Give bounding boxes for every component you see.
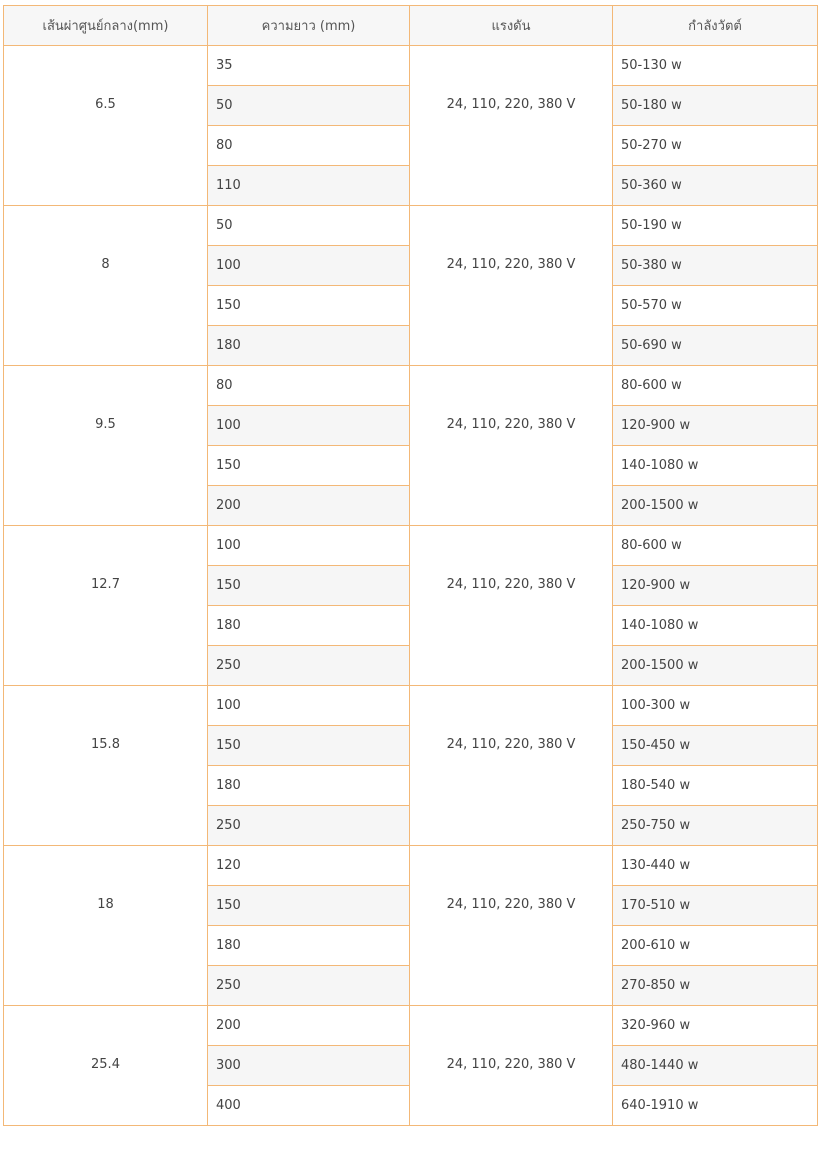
power-cell: 50-130 w — [613, 46, 818, 86]
power-cell: 180-540 w — [613, 766, 818, 806]
length-cell: 180 — [208, 326, 410, 366]
diameter-cell: 25.4 — [4, 1006, 208, 1126]
header-length: ความยาว (mm) — [208, 6, 410, 46]
length-cell: 80 — [208, 366, 410, 406]
length-cell: 100 — [208, 526, 410, 566]
length-cell: 80 — [208, 126, 410, 166]
length-cell: 150 — [208, 286, 410, 326]
power-cell: 270-850 w — [613, 966, 818, 1006]
power-cell: 170-510 w — [613, 886, 818, 926]
diameter-cell: 18 — [4, 846, 208, 1006]
length-cell: 50 — [208, 86, 410, 126]
power-cell: 150-450 w — [613, 726, 818, 766]
header-row — [4, 6, 818, 46]
power-cell: 50-180 w — [613, 86, 818, 126]
length-cell: 100 — [208, 406, 410, 446]
table-body — [4, 46, 818, 1126]
diameter-cell: 12.7 — [4, 526, 208, 686]
power-cell: 50-270 w — [613, 126, 818, 166]
power-cell: 120-900 w — [613, 406, 818, 446]
length-cell: 150 — [208, 566, 410, 606]
voltage-cell: 24, 110, 220, 380 V — [410, 526, 613, 686]
power-cell: 480-1440 w — [613, 1046, 818, 1086]
diameter-cell: 15.8 — [4, 686, 208, 846]
power-cell: 120-900 w — [613, 566, 818, 606]
table-row — [4, 846, 818, 886]
diameter-cell: 8 — [4, 206, 208, 366]
voltage-cell: 24, 110, 220, 380 V — [410, 366, 613, 526]
length-cell: 400 — [208, 1086, 410, 1126]
header-voltage: แรงดัน — [410, 6, 613, 46]
length-cell: 150 — [208, 726, 410, 766]
length-cell: 300 — [208, 1046, 410, 1086]
power-cell: 200-1500 w — [613, 646, 818, 686]
power-cell: 50-570 w — [613, 286, 818, 326]
header-power: กำลังวัตต์ — [613, 6, 818, 46]
length-cell: 250 — [208, 806, 410, 846]
length-cell: 250 — [208, 966, 410, 1006]
length-cell: 180 — [208, 766, 410, 806]
voltage-cell: 24, 110, 220, 380 V — [410, 206, 613, 366]
power-cell: 80-600 w — [613, 366, 818, 406]
table-row — [4, 1006, 818, 1046]
power-cell: 50-380 w — [613, 246, 818, 286]
length-cell: 200 — [208, 1006, 410, 1046]
table-row — [4, 526, 818, 566]
length-cell: 100 — [208, 686, 410, 726]
voltage-cell: 24, 110, 220, 380 V — [410, 46, 613, 206]
table-row — [4, 206, 818, 246]
length-cell: 180 — [208, 926, 410, 966]
length-cell: 35 — [208, 46, 410, 86]
power-cell: 80-600 w — [613, 526, 818, 566]
table-row — [4, 686, 818, 726]
power-cell: 50-360 w — [613, 166, 818, 206]
length-cell: 200 — [208, 486, 410, 526]
power-cell: 50-190 w — [613, 206, 818, 246]
power-cell: 140-1080 w — [613, 606, 818, 646]
table-row — [4, 366, 818, 406]
power-cell: 200-1500 w — [613, 486, 818, 526]
length-cell: 150 — [208, 886, 410, 926]
length-cell: 150 — [208, 446, 410, 486]
power-cell: 250-750 w — [613, 806, 818, 846]
header-diameter: เส้นผ่าศูนย์กลาง(mm) — [4, 6, 208, 46]
length-cell: 120 — [208, 846, 410, 886]
diameter-cell: 6.5 — [4, 46, 208, 206]
length-cell: 110 — [208, 166, 410, 206]
power-cell: 200-610 w — [613, 926, 818, 966]
table-row — [4, 46, 818, 86]
power-cell: 140-1080 w — [613, 446, 818, 486]
heater-spec-table — [3, 5, 818, 1126]
length-cell: 180 — [208, 606, 410, 646]
power-cell: 50-690 w — [613, 326, 818, 366]
voltage-cell: 24, 110, 220, 380 V — [410, 1006, 613, 1126]
power-cell: 640-1910 w — [613, 1086, 818, 1126]
voltage-cell: 24, 110, 220, 380 V — [410, 846, 613, 1006]
voltage-cell: 24, 110, 220, 380 V — [410, 686, 613, 846]
power-cell: 320-960 w — [613, 1006, 818, 1046]
length-cell: 50 — [208, 206, 410, 246]
length-cell: 250 — [208, 646, 410, 686]
diameter-cell: 9.5 — [4, 366, 208, 526]
length-cell: 100 — [208, 246, 410, 286]
power-cell: 130-440 w — [613, 846, 818, 886]
power-cell: 100-300 w — [613, 686, 818, 726]
